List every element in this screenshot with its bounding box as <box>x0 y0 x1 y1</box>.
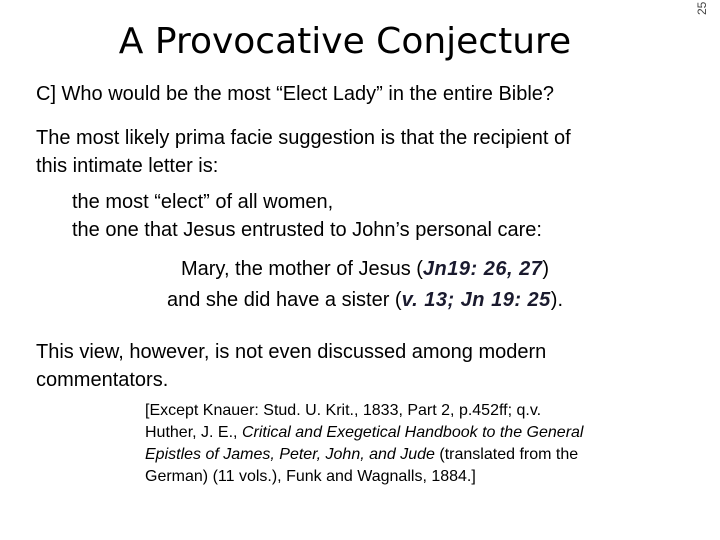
intro-line-1: The most likely prima facie suggestion is that the recipient of <box>36 127 571 149</box>
intro-line-2: this intimate letter is: <box>36 155 219 177</box>
footnote-author: Huther, J. E., <box>145 424 242 441</box>
footnote-book-title-part-2: Epistles of James, Peter, John, and Jude <box>145 446 435 463</box>
footnote-book-title-part-1: Critical and Exegetical Handbook to the General <box>241 424 584 441</box>
commentators-paragraph <box>36 338 696 394</box>
footnote-line-3 <box>145 444 715 466</box>
sister-suffix: ). <box>550 289 563 311</box>
scripture-ref-v13-jn19-25: v. 13; Jn 19: 25 <box>401 289 551 311</box>
footnote-line-2 <box>145 422 715 444</box>
indented-line-2: the one that Jesus entrusted to John’s personal care: <box>72 219 542 241</box>
commentators-line-1: This view, however, is not even discussed among modern <box>36 341 547 363</box>
footnote-line-1: [Except Knauer: Stud. U. Krit., 1833, Part 2, p.452ff; q.v. <box>145 402 542 419</box>
sister-prefix: and she did have a sister ( <box>166 289 402 311</box>
commentators-line-2: commentators. <box>36 369 169 391</box>
footnote-translation-note: (translated from the <box>434 446 579 463</box>
slide-title: A Provocative Conjecture <box>118 21 572 62</box>
footnote-line-4: German) (11 vols.), Funk and Wagnalls, 1884.] <box>145 468 476 485</box>
indented-line-1: the most “elect” of all women, <box>72 191 334 213</box>
citation-footnote <box>145 400 715 488</box>
scripture-ref-jn19-26-27: Jn19: 26, 27 <box>422 258 543 280</box>
sister-line <box>0 286 720 314</box>
intro-paragraph <box>36 124 696 180</box>
mary-suffix: ) <box>542 258 550 280</box>
mary-line <box>0 255 720 283</box>
slide-number: 25 <box>695 2 709 16</box>
mary-prefix: Mary, the mother of Jesus ( <box>180 258 423 280</box>
question-text: C] Who would be the most “Elect Lady” in the entire Bible? <box>36 83 555 105</box>
